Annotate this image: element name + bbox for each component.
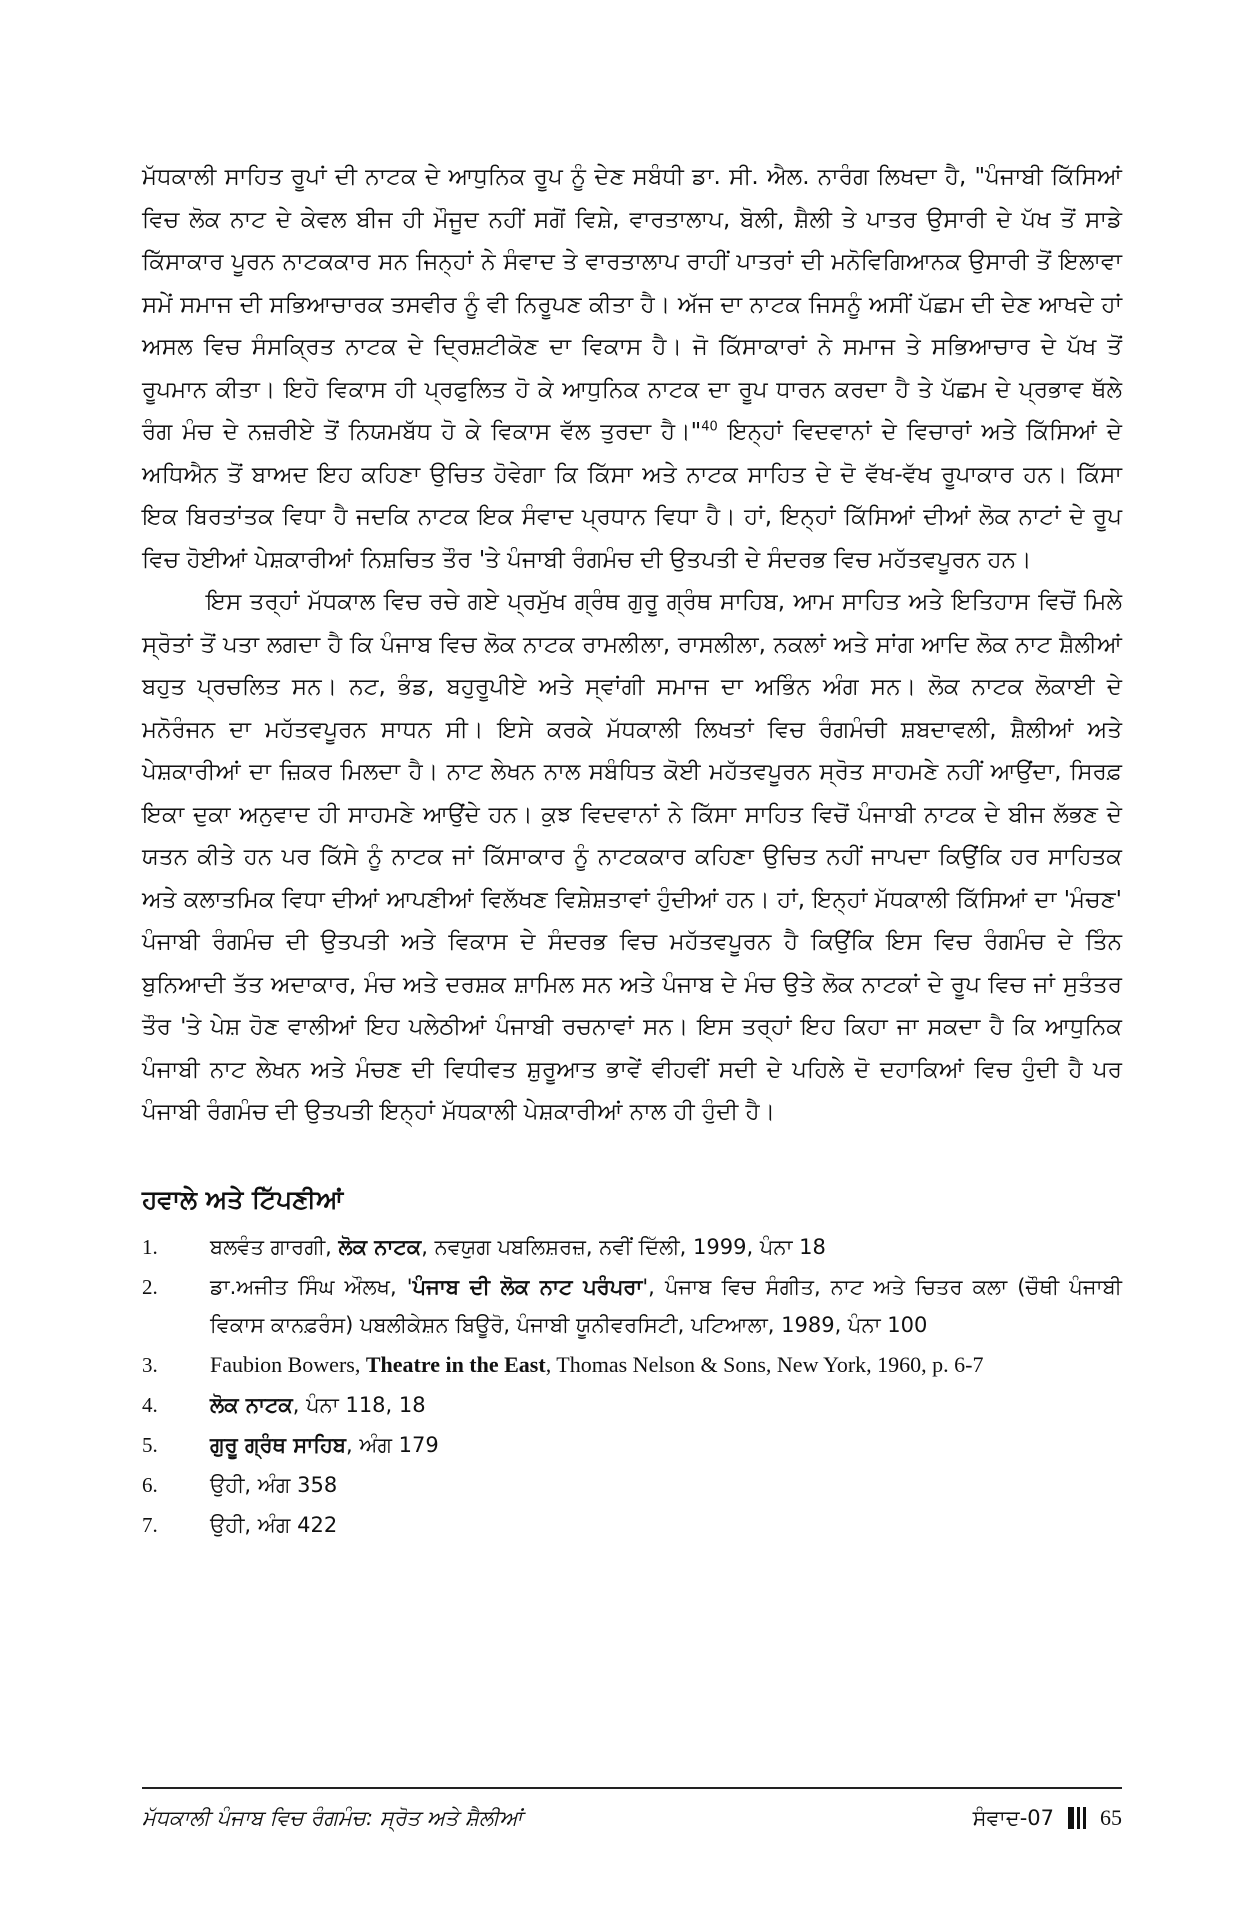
reference-text xyxy=(210,1506,1122,1544)
reference-number: 6. xyxy=(142,1472,158,1497)
reference-item xyxy=(142,1228,1122,1266)
reference-item xyxy=(142,1386,1122,1424)
paragraph-text: ਮੱਧਕਾਲੀ ਸਾਹਿਤ ਰੂਪਾਂ ਦੀ ਨਾਟਕ ਦੇ ਆਧੁਨਿਕ ਰੂਪ ਨੂੰ ਦੇਣ ਸਬੰਧੀ ਡਾ. ਸੀ. ਐਲ. ਨਾਰੰਗ ਲਿਖਦਾ ਹੈ, "ਪੰਜਾਬੀ ਕਿੱਸਿਆਂ ਵਿਚ ਲੋਕ ਨਾਟ ਦੇ ਕੇਵਲ ਬੀਜ ਹੀ ਮੌਜੂਦ ਨਹੀਂ ਸਗੋਂ ਵਿਸ਼ੇ, ਵਾਰਤਾਲਾਪ, ਬੋਲੀ, ਸ਼ੈਲੀ ਤੇ ਪਾਤਰ ਉਸਾਰੀ ਦੇ ਪੱਖ ਤੋਂ ਸਾਡੇ ਕਿੱਸਾਕਾਰ ਪੂਰਨ ਨਾਟਕਕਾਰ ਸਨ ਜਿਨ੍ਹਾਂ ਨੇ ਸੰਵਾਦ ਤੇ ਵਾਰਤਾਲਾਪ ਰਾਹੀਂ ਪਾਤਰਾਂ ਦੀ ਮਨੋਵਿਗਿਆਨਕ ਉਸਾਰੀ ਤੋਂ ਇਲਾਵਾ ਸਮੇਂ ਸਮਾਜ ਦੀ ਸਭਿਆਚਾਰਕ ਤਸਵੀਰ ਨੂੰ ਵੀ ਨਿਰੂਪਣ ਕੀਤਾ ਹੈ। ਅੱਜ ਦਾ ਨਾਟਕ ਜਿਸਨੂੰ ਅਸੀਂ ਪੱਛਮ ਦੀ ਦੇਣ ਆਖਦੇ ਹਾਂ ਅਸਲ ਵਿਚ ਸੰਸਕ੍ਰਿਤ ਨਾਟਕ ਦੇ ਦ੍ਰਿਸ਼ਟੀਕੋਣ ਦਾ ਵਿਕਾਸ ਹੈ। ਜੋ ਕਿੱਸਾਕਾਰਾਂ ਨੇ ਸਮਾਜ ਤੇ ਸਭਿਆਚਾਰ ਦੇ ਪੱਖ ਤੋਂ ਰੂਪਮਾਨ ਕੀਤਾ। ਇਹੋ ਵਿਕਾਸ ਹੀ ਪ੍ਰਫੁਲਿਤ ਹੋ ਕੇ ਆਧੁਨਿਕ ਨਾਟਕ ਦਾ ਰੂਪ ਧਾਰਨ ਕਰਦਾ ਹੈ ਤੇ ਪੱਛਮ ਦੇ ਪ੍ਰਭਾਵ ਥੱਲੇ ਰੰਗ ਮੰਚ ਦੇ ਨਜ਼ਰੀਏ ਤੋਂ ਨਿਯਮਬੱਧ ਹੋ ਕੇ ਵਿਕਾਸ ਵੱਲ ਤੁਰਦਾ ਹੈ।" xyxy=(142,164,1122,445)
running-title: ਮੱਧਕਾਲੀ ਪੰਜਾਬ ਵਿਚ ਰੰਗਮੰਚ: ਸ੍ਰੋਤ ਅਤੇ ਸ਼ੈਲੀਆਂ xyxy=(142,1806,523,1830)
reference-number: 3. xyxy=(142,1352,158,1377)
reference-item xyxy=(142,1506,1122,1544)
journal-name: ਸੰਵਾਦ-07 xyxy=(972,1806,1054,1830)
reference-title: ਪੰਜਾਬ ਦੀ ਲੋਕ ਨਾਟ ਪਰੰਪਰਾ xyxy=(412,1274,643,1299)
separator-bars-icon xyxy=(1068,1807,1086,1829)
reference-text xyxy=(210,1466,1122,1504)
reference-author: ਬਲਵੰਤ ਗਾਰਗੀ, xyxy=(210,1234,339,1259)
reference-number: 4. xyxy=(142,1392,158,1417)
reference-author: ਡਾ.ਅਜੀਤ ਸਿੰਘ ਔਲਖ, ' xyxy=(210,1274,413,1299)
reference-details: ਉਹੀ, ਅੰਗ 358 xyxy=(210,1472,338,1497)
reference-title: ਗੁਰੂ ਗ੍ਰੰਥ ਸਾਹਿਬ xyxy=(210,1432,346,1457)
references-heading: ਹਵਾਲੇ ਅਤੇ ਟਿੱਪਣੀਆਂ xyxy=(142,1184,344,1214)
reference-text xyxy=(210,1426,1122,1464)
reference-item xyxy=(142,1346,1122,1384)
reference-details: , ਨਵਯੁਗ ਪਬਲਿਸ਼ਰਜ਼, ਨਵੀਂ ਦਿੱਲੀ, 1999, ਪੰਨਾ 18 xyxy=(421,1234,826,1259)
page-number: 65 xyxy=(1100,1805,1122,1830)
reference-author: Faubion Bowers, xyxy=(210,1351,366,1377)
page-footer xyxy=(142,1800,1122,1836)
footer-right xyxy=(973,1800,1122,1836)
reference-details: ', ਪੰਜਾਬ ਵਿਚ ਸੰਗੀਤ, ਨਾਟ ਅਤੇ ਚਿਤਰ ਕਲਾ (ਚੌਥੀ ਪੰਜਾਬੀ ਵਿਕਾਸ ਕਾਨਫ਼ਰੰਸ) ਪਬਲੀਕੇਸ਼ਨ ਬਿਊਰੋ, ਪੰਜਾਬੀ ਯੂਨੀਵਰਸਿਟੀ, ਪਟਿਆਲਾ, 1989, ਪੰਨਾ 100 xyxy=(210,1274,1122,1337)
reference-title: ਲੋਕ ਨਾਟਕ xyxy=(338,1234,422,1259)
reference-item xyxy=(142,1268,1122,1344)
reference-details: , Thomas Nelson & Sons, New York, 1960, p. 6-7 xyxy=(545,1351,984,1377)
footer-rule xyxy=(142,1787,1122,1789)
footnote-marker: 40 xyxy=(701,419,718,435)
reference-text xyxy=(210,1386,1122,1424)
reference-text xyxy=(210,1268,1122,1344)
reference-item xyxy=(142,1426,1122,1464)
reference-text xyxy=(210,1346,1122,1384)
reference-details: , ਅੰਗ 179 xyxy=(345,1432,439,1457)
paragraph-text: ਇਨ੍ਹਾਂ ਵਿਦਵਾਨਾਂ ਦੇ ਵਿਚਾਰਾਂ ਅਤੇ ਕਿੱਸਿਆਂ ਦੇ ਅਧਿਐਨ ਤੋਂ ਬਾਅਦ ਇਹ ਕਹਿਣਾ ਉਚਿਤ ਹੋਵੇਗਾ ਕਿ ਕਿੱਸਾ ਅਤੇ ਨਾਟਕ ਸਾਹਿਤ ਦੇ ਦੋ ਵੱਖ-ਵੱਖ ਰੂਪਾਕਾਰ ਹਨ। ਕਿੱਸਾ ਇਕ ਬਿਰਤਾਂਤਕ ਵਿਧਾ ਹੈ ਜਦਕਿ ਨਾਟਕ ਇਕ ਸੰਵਾਦ ਪ੍ਰਧਾਨ ਵਿਧਾ ਹੈ। ਹਾਂ, ਇਨ੍ਹਾਂ ਕਿੱਸਿਆਂ ਦੀਆਂ ਲੋਕ ਨਾਟਾਂ ਦੇ ਰੂਪ ਵਿਚ ਹੋਈਆਂ ਪੇਸ਼ਕਾਰੀਆਂ ਨਿਸ਼ਚਿਤ ਤੌਰ 'ਤੇ ਪੰਜਾਬੀ ਰੰਗਮੰਚ ਦੀ ਉਤਪਤੀ ਦੇ ਸੰਦਰਭ ਵਿਚ ਮਹੱਤਵਪੂਰਨ ਹਨ। xyxy=(142,419,1123,573)
reference-details: , ਪੰਨਾ 118, 18 xyxy=(292,1392,426,1417)
reference-details: ਉਹੀ, ਅੰਗ 422 xyxy=(210,1512,338,1537)
page-content xyxy=(142,156,1122,1546)
reference-text xyxy=(210,1228,1122,1266)
reference-number: 2. xyxy=(142,1274,158,1299)
reference-number: 7. xyxy=(142,1512,158,1537)
reference-title: Theatre in the East xyxy=(365,1351,546,1377)
reference-title: ਲੋਕ ਨਾਟਕ xyxy=(210,1392,293,1417)
reference-number: 5. xyxy=(142,1432,158,1457)
reference-item xyxy=(142,1466,1122,1504)
references-list xyxy=(142,1228,1122,1544)
body-paragraph-1 xyxy=(142,156,1122,581)
body-paragraph-2: ਇਸ ਤਰ੍ਹਾਂ ਮੱਧਕਾਲ ਵਿਚ ਰਚੇ ਗਏ ਪ੍ਰਮੁੱਖ ਗ੍ਰੰਥ ਗੁਰੂ ਗ੍ਰੰਥ ਸਾਹਿਬ, ਆਮ ਸਾਹਿਤ ਅਤੇ ਇਤਿਹਾਸ ਵਿਚੋਂ ਮਿਲੇ ਸ੍ਰੋਤਾਂ ਤੋਂ ਪਤਾ ਲਗਦਾ ਹੈ ਕਿ ਪੰਜਾਬ ਵਿਚ ਲੋਕ ਨਾਟਕ ਰਾਮਲੀਲਾ, ਰਾਸਲੀਲਾ, ਨਕਲਾਂ ਅਤੇ ਸਾਂਗ ਆਦਿ ਲੋਕ ਨਾਟ ਸ਼ੈਲੀਆਂ ਬਹੁਤ ਪ੍ਰਚਲਿਤ ਸਨ। ਨਟ, ਭੰਡ, ਬਹੁਰੂਪੀਏ ਅਤੇ ਸ੍ਵਾਂਗੀ ਸਮਾਜ ਦਾ ਅਭਿੰਨ ਅੰਗ ਸਨ। ਲੋਕ ਨਾਟਕ ਲੋਕਾਈ ਦੇ ਮਨੋਰੰਜਨ ਦਾ ਮਹੱਤਵਪੂਰਨ ਸਾਧਨ ਸੀ। ਇਸੇ ਕਰਕੇ ਮੱਧਕਾਲੀ ਲਿਖਤਾਂ ਵਿਚ ਰੰਗਮੰਚੀ ਸ਼ਬਦਾਵਲੀ, ਸ਼ੈਲੀਆਂ ਅਤੇ ਪੇਸ਼ਕਾਰੀਆਂ ਦਾ ਜ਼ਿਕਰ ਮਿਲਦਾ ਹੈ। ਨਾਟ ਲੇਖਨ ਨਾਲ ਸਬੰਧਿਤ ਕੋਈ ਮਹੱਤਵਪੂਰਨ ਸ੍ਰੋਤ ਸਾਹਮਣੇ ਨਹੀਂ ਆਉਂਦਾ, ਸਿਰਫ਼ ਇਕਾ ਦੁਕਾ ਅਨੁਵਾਦ ਹੀ ਸਾਹਮਣੇ ਆਉਂਦੇ ਹਨ। ਕੁਝ ਵਿਦਵਾਨਾਂ ਨੇ ਕਿੱਸਾ ਸਾਹਿਤ ਵਿਚੋਂ ਪੰਜਾਬੀ ਨਾਟਕ ਦੇ ਬੀਜ ਲੱਭਣ ਦੇ ਯਤਨ ਕੀਤੇ ਹਨ ਪਰ ਕਿੱਸੇ ਨੂੰ ਨਾਟਕ ਜਾਂ ਕਿੱਸਾਕਾਰ ਨੂੰ ਨਾਟਕਕਾਰ ਕਹਿਣਾ ਉਚਿਤ ਨਹੀਂ ਜਾਪਦਾ ਕਿਉਂਕਿ ਹਰ ਸਾਹਿਤਕ ਅਤੇ ਕਲਾਤਮਿਕ ਵਿਧਾ ਦੀਆਂ ਆਪਣੀਆਂ ਵਿਲੱਖਣ ਵਿਸ਼ੇਸ਼ਤਾਵਾਂ ਹੁੰਦੀਆਂ ਹਨ। ਹਾਂ, ਇਨ੍ਹਾਂ ਮੱਧਕਾਲੀ ਕਿੱਸਿਆਂ ਦਾ 'ਮੰਚਣ' ਪੰਜਾਬੀ ਰੰਗਮੰਚ ਦੀ ਉਤਪਤੀ ਅਤੇ ਵਿਕਾਸ ਦੇ ਸੰਦਰਭ ਵਿਚ ਮਹੱਤਵਪੂਰਨ ਹੈ ਕਿਉਂਕਿ ਇਸ ਵਿਚ ਰੰਗਮੰਚ ਦੇ ਤਿੰਨ ਬੁਨਿਆਦੀ ਤੱਤ ਅਦਾਕਾਰ, ਮੰਚ ਅਤੇ ਦਰਸ਼ਕ ਸ਼ਾਮਿਲ ਸਨ ਅਤੇ ਪੰਜਾਬ ਦੇ ਮੰਚ ਉਤੇ ਲੋਕ ਨਾਟਕਾਂ ਦੇ ਰੂਪ ਵਿਚ ਜਾਂ ਸੁਤੰਤਰ ਤੌਰ 'ਤੇ ਪੇਸ਼ ਹੋਣ ਵਾਲੀਆਂ ਇਹ ਪਲੇਠੀਆਂ ਪੰਜਾਬੀ ਰਚਨਾਵਾਂ ਸਨ। ਇਸ ਤਰ੍ਹਾਂ ਇਹ ਕਿਹਾ ਜਾ ਸਕਦਾ ਹੈ ਕਿ ਆਧੁਨਿਕ ਪੰਜਾਬੀ ਨਾਟ ਲੇਖਨ ਅਤੇ ਮੰਚਣ ਦੀ ਵਿਧੀਵਤ ਸ਼ੁਰੂਆਤ ਭਾਵੇਂ ਵੀਹਵੀਂ ਸਦੀ ਦੇ ਪਹਿਲੇ ਦੋ ਦਹਾਕਿਆਂ ਵਿਚ ਹੁੰਦੀ ਹੈ ਪਰ ਪੰਜਾਬੀ ਰੰਗਮੰਚ ਦੀ ਉਤਪਤੀ ਇਨ੍ਹਾਂ ਮੱਧਕਾਲੀ ਪੇਸ਼ਕਾਰੀਆਂ ਨਾਲ ਹੀ ਹੁੰਦੀ ਹੈ। xyxy=(142,589,1122,1125)
reference-number: 1. xyxy=(142,1234,158,1259)
